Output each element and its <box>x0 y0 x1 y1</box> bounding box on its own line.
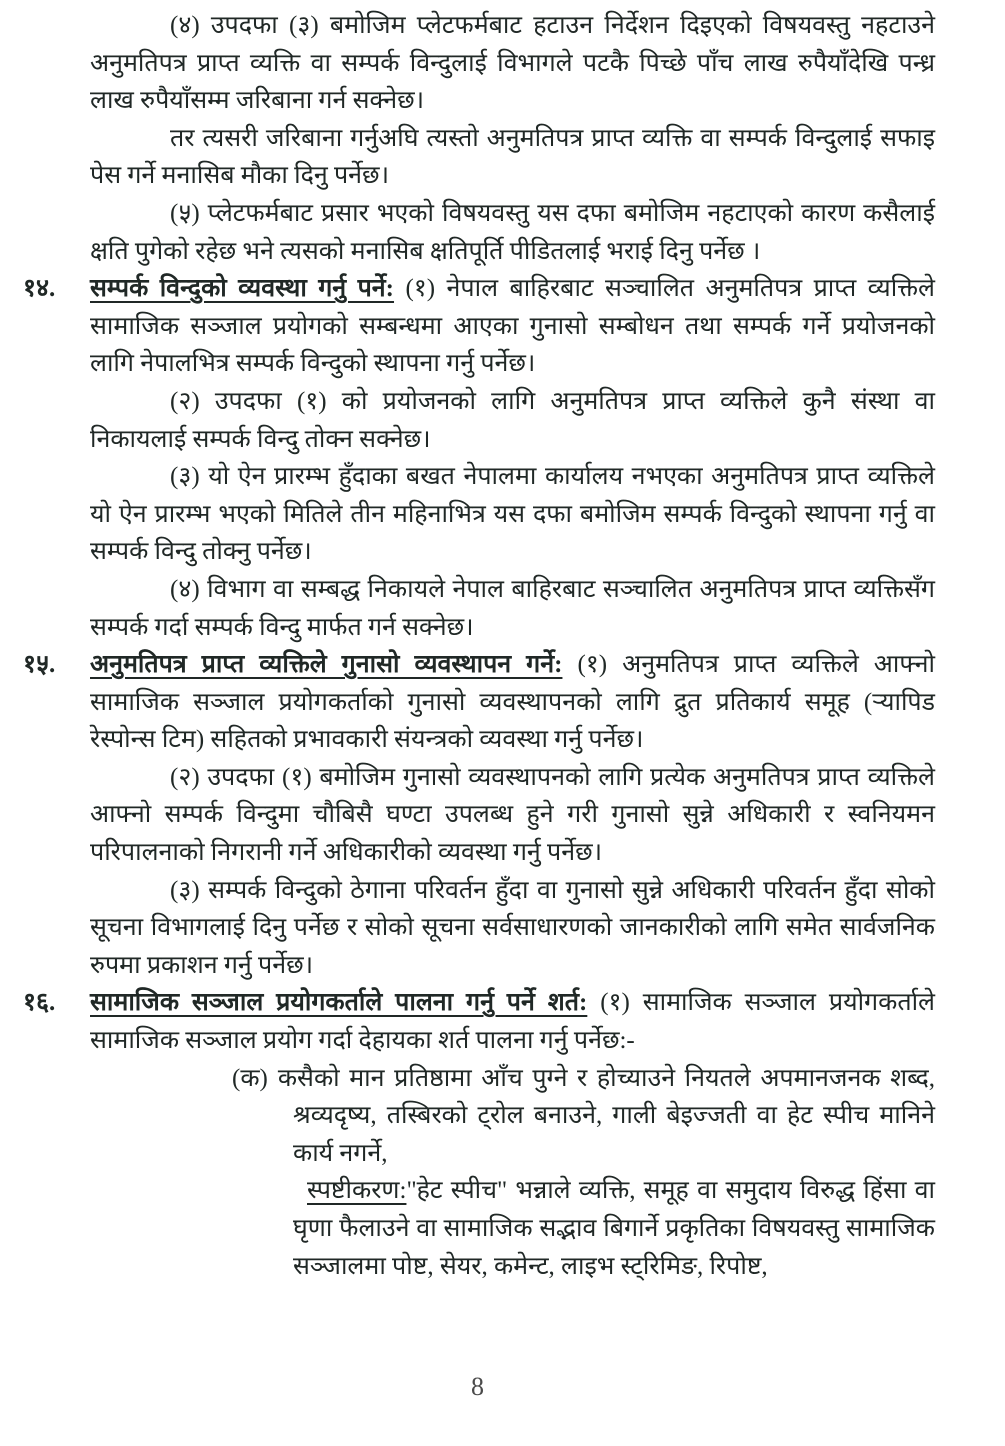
paragraph: (४) विभाग वा सम्बद्ध निकायले नेपाल बाहिरबाट सञ्चालित अनुमतिपत्र प्राप्त व्यक्तिसँग सम्पर्क गर्दा सम्पर्क विन्दु मार्फत गर्न सक्नेछ। <box>90 575 935 641</box>
clause-marker: (क) <box>232 1064 268 1092</box>
explanation-note: स्पष्टीकरण:"हेट स्पीच" भन्नाले व्यक्ति, समूह वा समुदाय विरुद्ध हिंसा वा घृणा फैलाउने वा सामाजिक सद्भाव बिगार्ने प्रकृतिका विषयवस्तु सामाजिक सञ्जालमा पोष्ट, सेयर, कमेन्ट, लाइभ स्ट्रिमिङ, रिपोष्ट, <box>293 1177 935 1280</box>
page-number: 8 <box>471 1372 484 1401</box>
clause-item: (क) कसैको मान प्रतिष्ठामा आँच पुग्ने र होच्याउने नियतले अपमानजनक शब्द, श्रव्यदृष्य, तस्बिरको ट्रोल बनाउने, गाली बेइज्जती वा हेट स्पीच मानिने कार्य नगर्ने, <box>232 1064 935 1167</box>
paragraph: (३) यो ऐन प्रारम्भ हुँदाका बखत नेपालमा कार्यालय नभएका अनुमतिपत्र प्राप्त व्यक्तिले यो ऐन प्रारम्भ भएको मितिले तीन महिनाभित्र यस दफा बमोजिम सम्पर्क विन्दुको स्थापना गर्नु वा सम्पर्क विन्दु तोक्नु पर्नेछ। <box>90 463 935 566</box>
document-content <box>23 7 936 1285</box>
section-number: १५. <box>23 651 56 679</box>
paragraph: (२) उपदफा (१) को प्रयोजनको लागि अनुमतिपत्र प्राप्त व्यक्तिले कुनै संस्था वा निकायलाई सम्पर्क विन्दु तोक्न सक्नेछ। <box>90 387 935 453</box>
explanation-label: स्पष्टीकरण: <box>307 1177 407 1205</box>
paragraph: (५) प्लेटफर्मबाट प्रसार भएको विषयवस्तु यस दफा बमोजिम नहटाएको कारण कसैलाई क्षति पुगेको रहेछ भने त्यसको मनासिब क्षतिपूर्ति पीडितलाई भराई दिनु पर्नेछ । <box>90 199 935 265</box>
section-number: १६. <box>23 989 56 1017</box>
section-heading: अनुमतिपत्र प्राप्त व्यक्तिले गुनासो व्यवस्थापन गर्ने: <box>90 651 563 679</box>
section-heading: सामाजिक सञ्जाल प्रयोगकर्ताले पालना गर्नु पर्ने शर्त: <box>90 989 588 1017</box>
section-paragraph: १६. सामाजिक सञ्जाल प्रयोगकर्ताले पालना गर्नु पर्ने शर्त: (१) सामाजिक सञ्जाल प्रयोगकर्ताले सामाजिक सञ्जाल प्रयोग गर्दा देहायका शर्त पालना गर्नु पर्नेछ:- <box>90 984 935 1059</box>
paragraph: (२) उपदफा (१) बमोजिम गुनासो व्यवस्थापनको लागि प्रत्येक अनुमतिपत्र प्राप्त व्यक्तिले आफ्नो सम्पर्क विन्दुमा चौबिसै घण्टा उपलब्ध हुने गरी गुनासो सुन्ने अधिकारी र स्वनियमन परिपालनाको निगरानी गर्ने अधिकारीको व्यवस्था गर्नु पर्नेछ। <box>90 763 935 867</box>
paragraph: तर त्यसरी जरिबाना गर्नुअघि त्यस्तो अनुमतिपत्र प्राप्त व्यक्ति वा सम्पर्क विन्दुलाई सफाइ पेस गर्ने मनासिब मौका दिनु पर्नेछ। <box>90 124 935 190</box>
section-number: १४. <box>23 275 56 303</box>
paragraph: (३) सम्पर्क विन्दुको ठेगाना परिवर्तन हुँदा वा गुनासो सुन्ने अधिकारी परिवर्तन हुँदा सोको सूचना विभागलाई दिनु पर्नेछ र सोको सूचना सर्वसाधारणको जानकारीको लागि समेत सार्वजनिक रुपमा प्रकाशन गर्नु पर्नेछ। <box>90 876 935 979</box>
section-paragraph: १४. सम्पर्क विन्दुको व्यवस्था गर्नु पर्ने: (१) नेपाल बाहिरबाट सञ्चालित अनुमतिपत्र प्राप्त व्यक्तिले सामाजिक सञ्जाल प्रयोगको सम्बन्धमा आएका गुनासो सम्बोधन तथा सम्पर्क गर्ने प्रयोजनको लागि नेपालभित्र सम्पर्क विन्दुको स्थापना गर्नु पर्नेछ। <box>90 270 935 383</box>
paragraph: (४) उपदफा (३) बमोजिम प्लेटफर्मबाट हटाउन निर्देशन दिइएको विषयवस्तु नहटाउने अनुमतिपत्र प्राप्त व्यक्ति वा सम्पर्क विन्दुलाई विभागले पटकै पिच्छे पाँच लाख रुपैयाँदेखि पन्ध्र लाख रुपैयाँसम्म जरिबाना गर्न सक्नेछ। <box>90 12 935 115</box>
section-paragraph: १५. अनुमतिपत्र प्राप्त व्यक्तिले गुनासो व्यवस्थापन गर्ने: (१) अनुमतिपत्र प्राप्त व्यक्तिले आफ्नो सामाजिक सञ्जाल प्रयोगकर्ताको गुनासो व्यवस्थापनको लागि द्रुत प्रतिकार्य समूह (र्‍यापिड रेस्पोन्स टिम) सहितको प्रभावकारी संयन्त्रको व्यवस्था गर्नु पर्नेछ। <box>90 646 935 759</box>
section-heading: सम्पर्क विन्दुको व्यवस्था गर्नु पर्ने: <box>90 275 395 303</box>
